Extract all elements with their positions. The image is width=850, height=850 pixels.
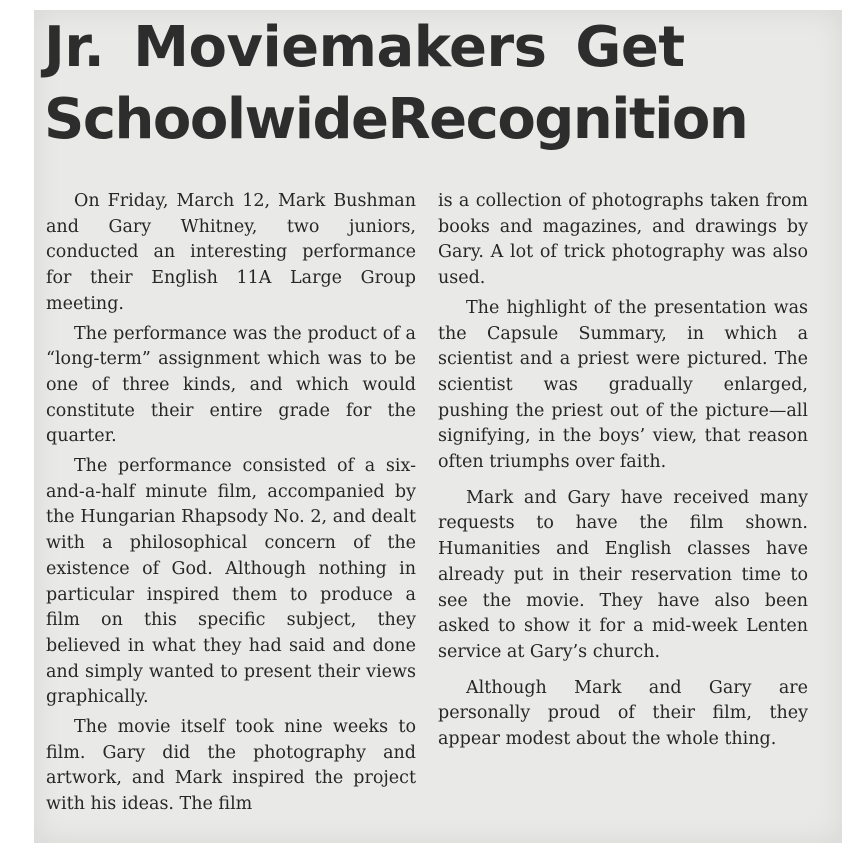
paragraph: The highlight of the presentation was the Capsule Summary, in which a scientist and a priest were pictured. The scientist was gradually enlarged, pushing the priest out of the picture—all signifying, in the boys’ view, that reason often triumphs over faith.: [438, 297, 808, 473]
paragraph: The performance consisted of a six-and-a-half minute film, accompanied by the Hungarian Rhapsody No. 2, and dealt with a philosophical concern of the existence of God. Although nothing in particular inspired them to produce a film on this specific subject, they believed in what they had said and done and simply wanted to present their views graphically.: [46, 456, 416, 708]
headline-line-2: SchoolwideRecognition: [44, 87, 748, 152]
paragraph: The performance was the product of a “long-term” assignment which was to be one of three kinds, and which would constitute their entire grade for the quarter.: [46, 323, 416, 447]
paragraph: On Friday, March 12, Mark Bushman and Gary Whitney, two juniors, conducted an interesting performance for their English 11A Large Group meeting.: [46, 191, 416, 314]
left-column: [46, 189, 416, 822]
headline: [44, 12, 834, 156]
right-column: [438, 189, 808, 757]
paragraph: Mark and Gary have received many requests to have the film shown. Humanities and English classes have already put in their reservation time to see the movie. They have also been asked to show it for a mid-week Lenten service at Gary’s church.: [438, 487, 808, 662]
newspaper-clipping: [34, 10, 842, 843]
paragraph: The movie itself took nine weeks to film. Gary did the photography and artwork, and Mark inspired the project with his ideas. The film: [46, 717, 416, 815]
paragraph: Although Mark and Gary are personally proud of their film, they appear modest about the whole thing.: [438, 677, 808, 750]
paragraph: is a collection of photographs taken from books and magazines, and drawings by Gary. A lot of trick photography was also used.: [438, 191, 808, 289]
headline-line-1: Jr. Moviemakers Get: [44, 15, 685, 80]
